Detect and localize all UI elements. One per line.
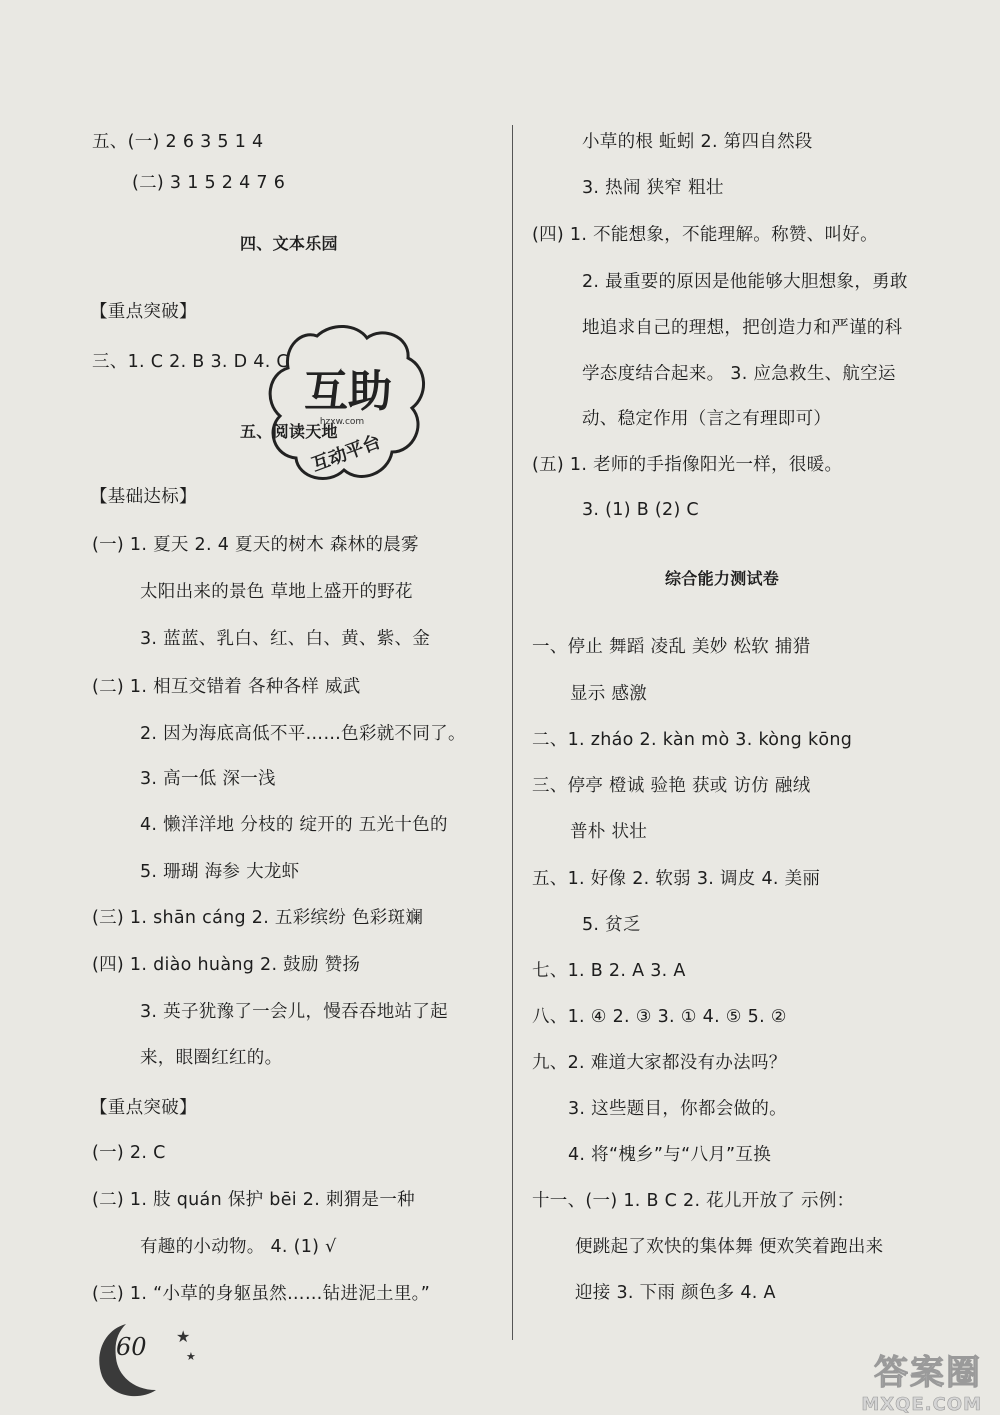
left-line: (一) 1. 夏天 2. 4 夏天的树木 森林的晨雾 (92, 535, 419, 555)
left-line: 五、(一) 2 6 3 5 1 4 (92, 132, 264, 152)
right-line: 五、1. 好像 2. 软弱 3. 调皮 4. 美丽 (532, 869, 821, 889)
watermark-logo (802, 1345, 982, 1415)
section-heading: 四、文本乐园 (240, 234, 338, 253)
right-line: 显示 感激 (570, 684, 648, 704)
right-line: 2. 最重要的原因是他能够大胆想象，勇敢 (582, 272, 908, 292)
right-line: 小草的根 蚯蚓 2. 第四自然段 (582, 132, 813, 152)
stamp-logo (262, 318, 432, 498)
left-line: (二) 1. 肢 quán 保护 bēi 2. 刺猬是一种 (92, 1190, 415, 1210)
right-line: 三、停亭 橙诚 验艳 获或 访仿 融绒 (532, 776, 811, 796)
subsection-label: 【基础达标】 (90, 487, 197, 507)
watermark-en: MXQE.COM (861, 1394, 982, 1415)
left-line: 4. 懒洋洋地 分枝的 绽开的 五光十色的 (140, 815, 448, 835)
moon-icon (92, 1320, 202, 1400)
left-line: (二) 1. 相互交错着 各种各样 威武 (92, 677, 361, 697)
left-line: 3. 英子犹豫了一会儿，慢吞吞地站了起 (140, 1002, 448, 1022)
right-line: 地追求自己的理想，把创造力和严谨的科 (582, 318, 903, 338)
left-line: 有趣的小动物。 4. (1) √ (140, 1237, 337, 1257)
left-line: (一) 2. C (92, 1143, 166, 1163)
star-icon: ★ (176, 1327, 191, 1346)
right-line: 便跳起了欢快的集体舞 便欢笑着跑出来 (575, 1237, 884, 1257)
right-line: 3. (1) B (2) C (582, 500, 699, 520)
left-line: 太阳出来的景色 草地上盛开的野花 (140, 582, 413, 602)
right-line: 3. 这些题目，你都会做的。 (568, 1099, 787, 1119)
left-line: (三) 1. “小草的身躯虽然……钻进泥土里。” (92, 1284, 431, 1304)
left-line: 2. 因为海底高低不平……色彩就不同了。 (140, 724, 466, 744)
left-line: (三) 1. shān cáng 2. 五彩缤纷 色彩斑斓 (92, 908, 424, 928)
right-line: 二、1. zháo 2. kàn mò 3. kòng kōng (532, 730, 853, 750)
subsection-label: 【重点突破】 (90, 302, 197, 322)
right-line: 动、稳定作用（言之有理即可） (582, 409, 832, 429)
right-line: 八、1. ④ 2. ③ 3. ① 4. ⑤ 5. ② (532, 1007, 787, 1027)
right-line: 十一、(一) 1. B C 2. 花儿开放了 示例： (532, 1191, 855, 1211)
stamp-sub-text: 互动平台 (308, 431, 384, 476)
subsection-label: 【重点突破】 (90, 1098, 197, 1118)
right-line: 4. 将“槐乡”与“八月”互换 (568, 1145, 772, 1165)
right-line: (五) 1. 老师的手指像阳光一样，很暖。 (532, 455, 843, 475)
left-line: 3. 蓝蓝、乳白、红、白、黄、紫、金 (140, 629, 431, 649)
right-line: 学态度结合起来。 3. 应急救生、航空运 (582, 364, 896, 384)
right-line: 3. 热闹 狭窄 粗壮 (582, 178, 724, 198)
right-line: 七、1. B 2. A 3. A (532, 961, 686, 981)
stamp-url-text: hzxw.com (319, 417, 365, 427)
right-line: 5. 贫乏 (582, 915, 641, 935)
page-number: 60 (116, 1333, 147, 1361)
column-divider (512, 125, 513, 1340)
left-line: 3. 高一低 深一浅 (140, 769, 276, 789)
right-line: 一、停止 舞蹈 凌乱 美妙 松软 捕猎 (532, 637, 811, 657)
right-line: (四) 1. 不能想象，不能理解。称赞、叫好。 (532, 225, 878, 245)
stamp-main-text: 互助 (304, 366, 392, 417)
left-line: 三、1. C 2. B 3. D 4. C (92, 352, 289, 372)
left-line: (四) 1. diào huàng 2. 鼓励 赞扬 (92, 955, 361, 975)
star-icon: ★ (186, 1350, 196, 1363)
left-line: 5. 珊瑚 海参 大龙虾 (140, 862, 300, 882)
section-heading: 综合能力测试卷 (665, 569, 780, 588)
right-line: 普朴 状壮 (570, 822, 648, 842)
left-line: (二) 3 1 5 2 4 7 6 (132, 173, 286, 193)
right-line: 迎接 3. 下雨 颜色多 4. A (575, 1283, 776, 1303)
watermark-cn: 答案圈 (874, 1353, 982, 1393)
right-line: 九、2. 难道大家都没有办法吗？ (532, 1053, 787, 1073)
left-line: 来，眼圈红红的。 (140, 1048, 283, 1068)
section-heading: 五、阅读天地 (240, 422, 338, 441)
